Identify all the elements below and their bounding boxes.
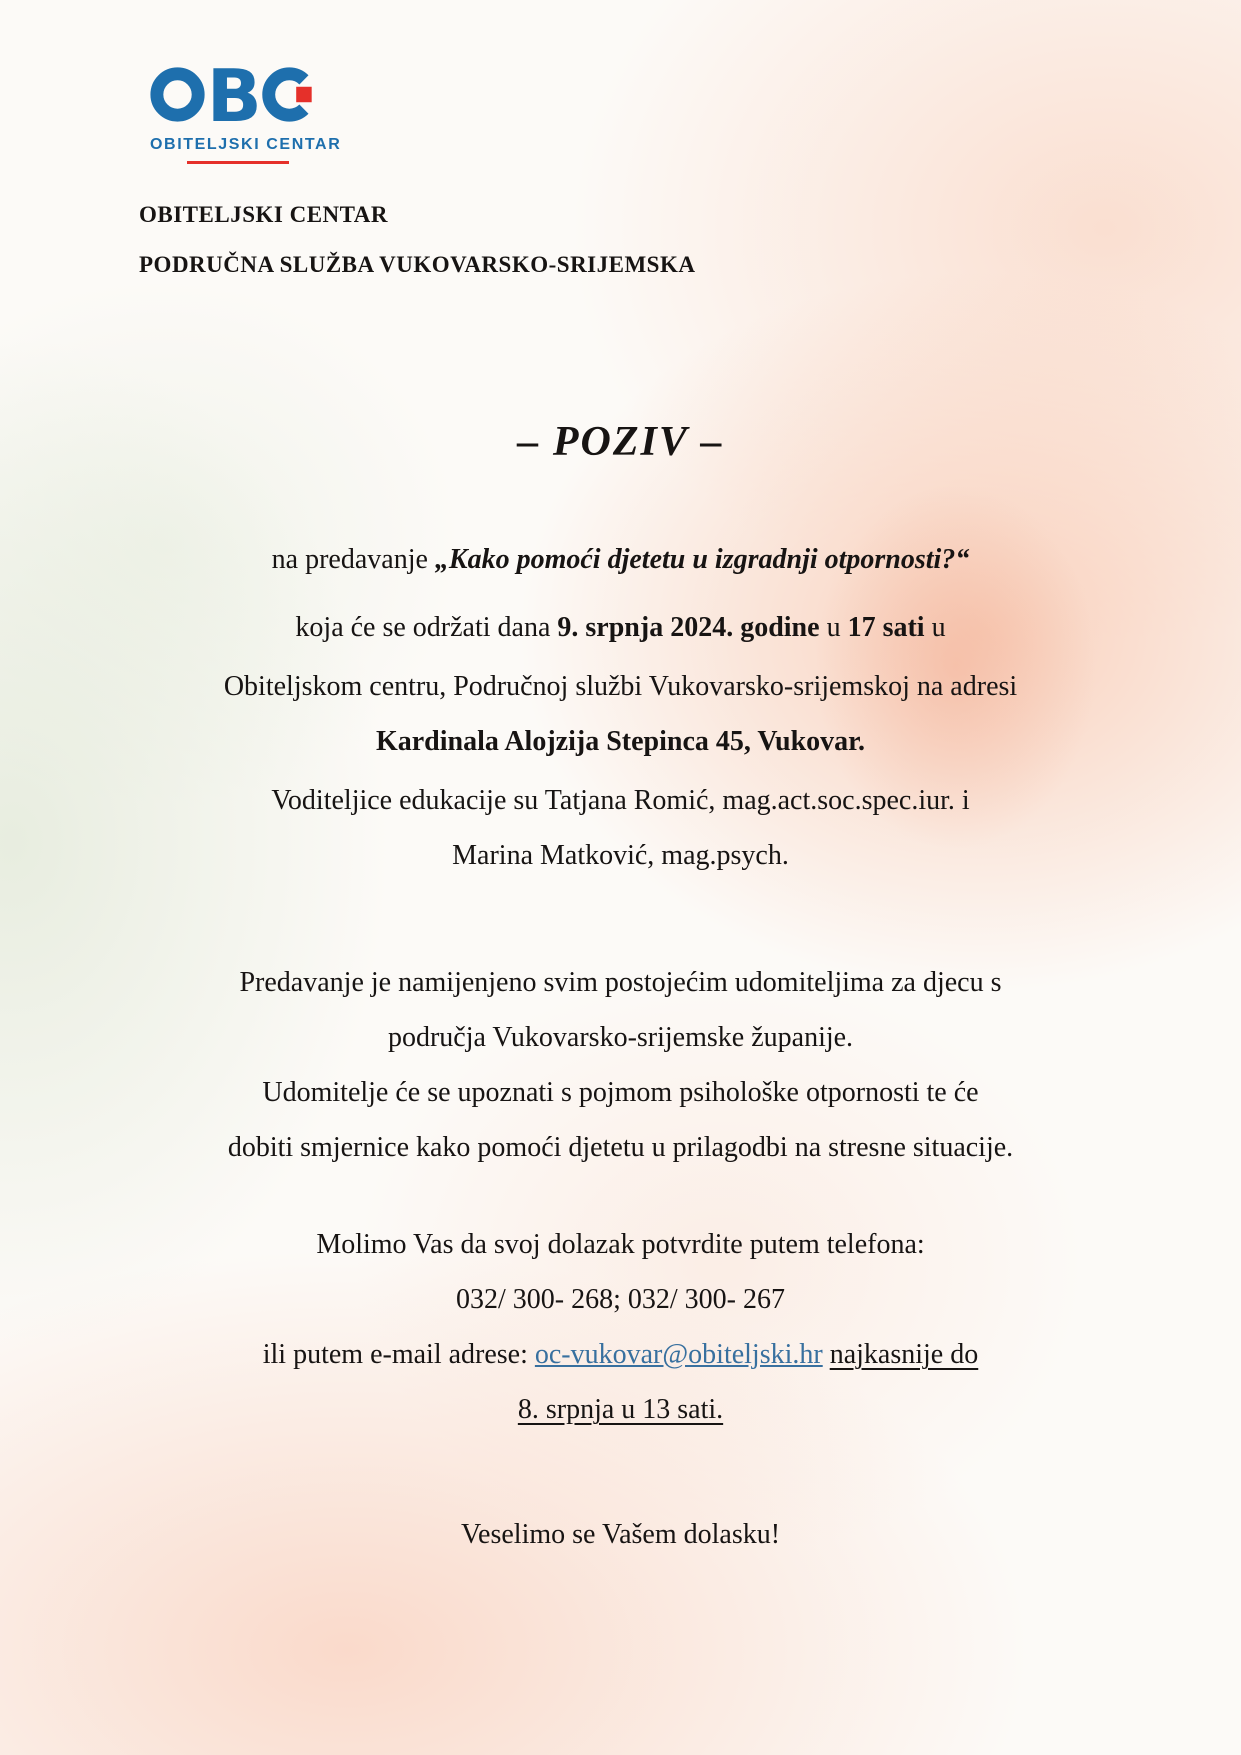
spacer [823,1339,830,1370]
closing-line: Veselimo se Vašem dolasku! [460,1519,781,1550]
lecture-title: „Kako pomoći djetetu u izgradnji otpornosti?“ [434,544,970,575]
event-date: 9. srpnja 2024. godine [557,612,820,643]
leaders-line-2: Marina Matković, mag.psych. [452,840,789,871]
svg-text:B: B [206,60,262,129]
deadline-line [116,1382,1126,1437]
logo-wordmark: OBITELJSKI CENTAR [150,136,342,153]
obc-logo-icon [150,60,322,129]
deadline-text-1: najkasnije do [829,1339,979,1370]
venue-line: Obiteljskom centru, Područnoj službi Vukovarsko-srijemskoj na adresi [223,671,1018,702]
logo [150,60,342,164]
page-title: – POZIV – [517,419,724,465]
org-header [139,190,1241,290]
leaders-line-1: Voditeljice edukacije su Tatjana Romić, mag.act.soc.spec.iur. i [271,785,970,816]
date-line [116,600,1126,655]
org-branch: PODRUČNA SLUŽBA VUKOVARSKO-SRIJEMSKA [139,252,696,277]
confirm-line: Molimo Vas da svoj dolazak potvrdite putem telefona: [316,1229,925,1260]
phone-line: 032/ 300- 268; 032/ 300- 267 [456,1284,785,1315]
audience-line-1: Predavanje je namijenjeno svim postojećim udomiteljima za djecu s [239,967,1002,998]
event-time: 17 sati [847,612,925,643]
date-suffix: u [924,612,946,643]
logo-underline [187,161,289,164]
lecture-intro-prefix: na predavanje [271,544,435,575]
date-mid: u [819,612,848,643]
org-name: OBITELJSKI CENTAR [139,202,389,227]
invitation-body [116,532,1126,1562]
audience-line-2: područja Vukovarsko-srijemske županije. [387,1022,854,1053]
deadline-text-2: 8. srpnja u 13 sati. [517,1394,724,1425]
date-prefix: koja će se održati dana [295,612,558,643]
topic-line-1: Udomitelje će se upoznati s pojmom psihološke otpornosti te će [262,1077,979,1108]
address-line: Kardinala Alojzija Stepinca 45, Vukovar. [375,726,866,757]
topic-line-2: dobiti smjernice kako pomoći djetetu u prilagodbi na stresne situacije. [227,1132,1014,1163]
email-link[interactable]: oc-vukovar@obiteljski.hr [534,1339,823,1370]
email-line [116,1327,1126,1382]
email-prefix: ili putem e-mail adrese: [262,1339,535,1370]
lecture-intro-line [116,532,1126,587]
